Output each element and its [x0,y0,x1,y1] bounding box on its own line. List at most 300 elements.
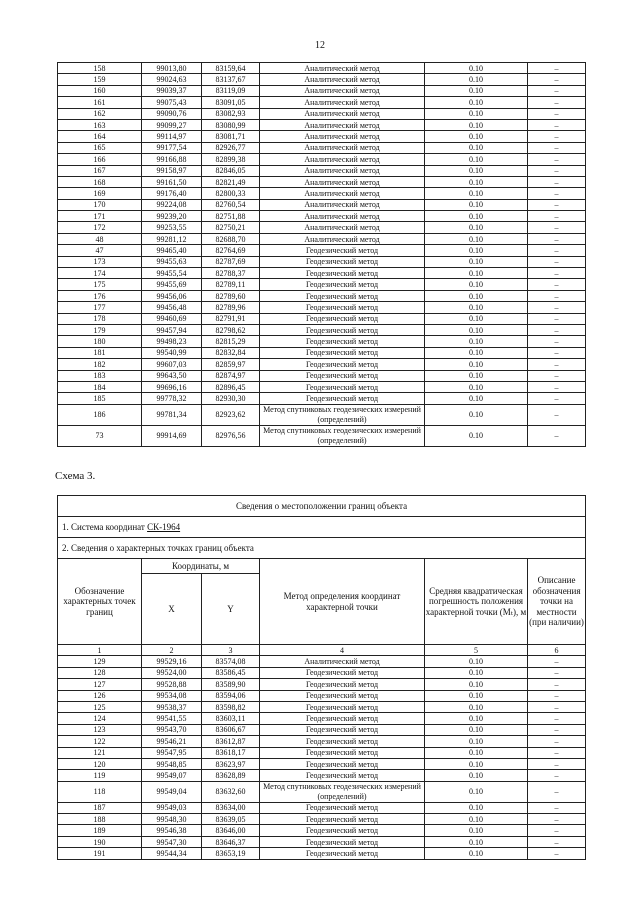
cell-method: Аналитический метод [260,119,425,130]
cell-coord-x: 99099,27 [142,119,202,130]
table-row [58,302,586,313]
cell-description: – [528,336,586,347]
cell-error: 0.10 [425,747,528,758]
cell-coord-x: 99460,69 [142,313,202,324]
cell-method: Геодезический метод [260,701,425,712]
cell-coord-x: 99024,63 [142,74,202,85]
cell-error: 0.10 [425,290,528,301]
cell-point-id: 129 [58,656,142,667]
cell-method: Геодезический метод [260,245,425,256]
cell-point-id: 178 [58,313,142,324]
cell-description: – [528,690,586,701]
cell-description: – [528,425,586,446]
cell-error: 0.10 [425,656,528,667]
cell-coord-x: 99114,97 [142,131,202,142]
cell-method: Геодезический метод [260,747,425,758]
cell-error: 0.10 [425,302,528,313]
table-row [58,781,586,802]
cell-method: Аналитический метод [260,108,425,119]
cell-coord-x: 99456,06 [142,290,202,301]
page-number: 12 [315,40,325,51]
cell-point-id: 185 [58,393,142,404]
cell-point-id: 184 [58,381,142,392]
cell-point-id: 124 [58,713,142,724]
cell-method: Геодезический метод [260,393,425,404]
cell-error: 0.10 [425,63,528,74]
cell-method: Аналитический метод [260,154,425,165]
table-row [58,176,586,187]
cell-coord-y: 83081,71 [202,131,260,142]
cell-description: – [528,758,586,769]
cell-method: Геодезический метод [260,359,425,370]
cell-method: Аналитический метод [260,222,425,233]
cell-coord-y: 83628,89 [202,770,260,781]
cell-coord-x: 99177,54 [142,142,202,153]
cell-point-id: 189 [58,825,142,836]
cell-coord-y: 83082,93 [202,108,260,119]
cell-description: – [528,165,586,176]
cell-coord-y: 83137,67 [202,74,260,85]
cell-point-id: 48 [58,233,142,244]
cell-error: 0.10 [425,381,528,392]
cell-coord-x: 99548,30 [142,814,202,825]
cell-coord-y: 82764,69 [202,245,260,256]
cell-method: Аналитический метод [260,199,425,210]
schema-label: Схема 3. [55,470,96,482]
cell-coord-x: 99455,63 [142,256,202,267]
cell-method: Аналитический метод [260,131,425,142]
cell-point-id: 176 [58,290,142,301]
cell-coord-y: 83646,37 [202,836,260,847]
cell-description: – [528,290,586,301]
table-row [58,165,586,176]
cell-description: – [528,211,586,222]
cell-error: 0.10 [425,199,528,210]
cell-coord-y: 83598,82 [202,701,260,712]
table-row [58,324,586,335]
cell-error: 0.10 [425,154,528,165]
cell-method: Геодезический метод [260,313,425,324]
cell-error: 0.10 [425,370,528,381]
cell-point-id: 177 [58,302,142,313]
column-number: 5 [425,645,528,656]
cell-coord-x: 99914,69 [142,425,202,446]
cell-point-id: 183 [58,370,142,381]
cell-point-id: 120 [58,758,142,769]
cell-description: – [528,256,586,267]
header-coordinates: Координаты, м [142,559,260,574]
cell-coord-y: 82821,49 [202,176,260,187]
cell-description: – [528,701,586,712]
cell-coord-x: 99158,97 [142,165,202,176]
cell-description: – [528,233,586,244]
table-row [58,233,586,244]
cell-error: 0.10 [425,176,528,187]
cell-method: Геодезический метод [260,347,425,358]
coordinate-system-prefix: 1. Система координат [62,521,148,532]
cell-point-id: 160 [58,85,142,96]
cell-error: 0.10 [425,736,528,747]
cell-description: – [528,370,586,381]
cell-method: Аналитический метод [260,211,425,222]
coordinates-table-continued [57,62,586,447]
cell-description: – [528,736,586,747]
cell-method: Геодезический метод [260,713,425,724]
cell-coord-x: 99455,69 [142,279,202,290]
table-row [58,142,586,153]
cell-coord-y: 83653,19 [202,848,260,859]
cell-error: 0.10 [425,690,528,701]
section-title: 2. Сведения о характерных точках границ объекта [58,538,586,559]
cell-description: – [528,222,586,233]
table-row [58,736,586,747]
cell-method: Геодезический метод [260,324,425,335]
cell-point-id: 186 [58,404,142,425]
cell-method: Геодезический метод [260,814,425,825]
cell-method: Аналитический метод [260,63,425,74]
cell-description: – [528,199,586,210]
cell-coord-y: 83574,08 [202,656,260,667]
cell-method: Геодезический метод [260,802,425,813]
cell-coord-y: 83618,17 [202,747,260,758]
cell-description: – [528,347,586,358]
cell-description: – [528,108,586,119]
cell-point-id: 158 [58,63,142,74]
cell-error: 0.10 [425,85,528,96]
cell-coord-x: 99549,04 [142,781,202,802]
cell-coord-x: 99039,37 [142,85,202,96]
cell-coord-x: 99465,40 [142,245,202,256]
cell-point-id: 173 [58,256,142,267]
cell-method: Аналитический метод [260,188,425,199]
header-y: Y [202,574,260,645]
cell-error: 0.10 [425,211,528,222]
cell-description: – [528,245,586,256]
cell-coord-y: 83639,05 [202,814,260,825]
cell-method: Аналитический метод [260,656,425,667]
cell-coord-x: 99549,03 [142,802,202,813]
cell-point-id: 165 [58,142,142,153]
cell-coord-y: 82789,60 [202,290,260,301]
table-row [58,747,586,758]
cell-method: Геодезический метод [260,770,425,781]
cell-point-id: 169 [58,188,142,199]
cell-description: – [528,131,586,142]
cell-error: 0.10 [425,667,528,678]
cell-coord-y: 83632,60 [202,781,260,802]
cell-coord-x: 99455,54 [142,268,202,279]
cell-point-id: 179 [58,324,142,335]
cell-description: – [528,667,586,678]
cell-coord-y: 82926,77 [202,142,260,153]
cell-coord-y: 82800,33 [202,188,260,199]
cell-method: Геодезический метод [260,290,425,301]
cell-point-id: 175 [58,279,142,290]
cell-point-id: 125 [58,701,142,712]
cell-coord-x: 99498,23 [142,336,202,347]
column-number: 1 [58,645,142,656]
cell-description: – [528,781,586,802]
cell-coord-y: 83091,05 [202,97,260,108]
cell-error: 0.10 [425,108,528,119]
table-row [58,690,586,701]
cell-point-id: 47 [58,245,142,256]
column-numbers-row [58,645,586,656]
cell-method: Аналитический метод [260,142,425,153]
table-row [58,814,586,825]
cell-coord-x: 99529,16 [142,656,202,667]
cell-coord-x: 99224,08 [142,199,202,210]
cell-coord-y: 82787,69 [202,256,260,267]
cell-coord-y: 83080,99 [202,119,260,130]
cell-description: – [528,97,586,108]
cell-error: 0.10 [425,336,528,347]
cell-point-id: 171 [58,211,142,222]
cell-coord-y: 82976,56 [202,425,260,446]
cell-error: 0.10 [425,279,528,290]
cell-point-id: 73 [58,425,142,446]
coordinate-system-name: СК-1964 [147,521,181,532]
cell-point-id: 119 [58,770,142,781]
cell-coord-y: 83603,11 [202,713,260,724]
cell-description: – [528,802,586,813]
table-row [58,679,586,690]
cell-method: Геодезический метод [260,279,425,290]
cell-method: Аналитический метод [260,233,425,244]
cell-point-id: 167 [58,165,142,176]
cell-coord-y: 83606,67 [202,724,260,735]
cell-coord-y: 82874,97 [202,370,260,381]
header-point: Обозначение характерных точек границ [58,559,142,645]
cell-coord-x: 99547,95 [142,747,202,758]
cell-error: 0.10 [425,359,528,370]
cell-error: 0.10 [425,825,528,836]
cell-coord-y: 83159,64 [202,63,260,74]
cell-error: 0.10 [425,142,528,153]
cell-coord-x: 99090,76 [142,108,202,119]
cell-coord-y: 82896,45 [202,381,260,392]
cell-coord-x: 99161,50 [142,176,202,187]
table-row [58,359,586,370]
cell-error: 0.10 [425,119,528,130]
cell-point-id: 190 [58,836,142,847]
cell-coord-x: 99548,85 [142,758,202,769]
cell-method: Аналитический метод [260,97,425,108]
column-number: 4 [260,645,425,656]
table-title: Сведения о местоположении границ объекта [58,496,586,517]
cell-point-id: 181 [58,347,142,358]
table-row [58,74,586,85]
cell-point-id: 163 [58,119,142,130]
cell-description: – [528,324,586,335]
cell-method: Метод спутниковых геодезических измерений (определений) [260,425,425,446]
table-row [58,802,586,813]
cell-method: Аналитический метод [260,165,425,176]
cell-method: Аналитический метод [260,74,425,85]
cell-error: 0.10 [425,131,528,142]
table-row [58,381,586,392]
table-row [58,256,586,267]
cell-point-id: 126 [58,690,142,701]
cell-error: 0.10 [425,222,528,233]
cell-coord-y: 82788,37 [202,268,260,279]
cell-error: 0.10 [425,814,528,825]
cell-coord-x: 99547,30 [142,836,202,847]
cell-coord-x: 99546,21 [142,736,202,747]
cell-point-id: 188 [58,814,142,825]
column-number: 3 [202,645,260,656]
cell-point-id: 182 [58,359,142,370]
table-row [58,290,586,301]
cell-error: 0.10 [425,713,528,724]
cell-coord-y: 82750,21 [202,222,260,233]
cell-description: – [528,724,586,735]
cell-point-id: 159 [58,74,142,85]
table-row [58,85,586,96]
cell-point-id: 127 [58,679,142,690]
cell-description: – [528,85,586,96]
cell-coord-x: 99534,08 [142,690,202,701]
cell-method: Геодезический метод [260,667,425,678]
cell-error: 0.10 [425,188,528,199]
cell-method: Геодезический метод [260,724,425,735]
table-row [58,268,586,279]
cell-description: – [528,188,586,199]
cell-coord-y: 82832,84 [202,347,260,358]
cell-description: – [528,679,586,690]
cell-coord-x: 99281,12 [142,233,202,244]
cell-coord-x: 99456,48 [142,302,202,313]
cell-error: 0.10 [425,781,528,802]
cell-coord-y: 83589,90 [202,679,260,690]
cell-method: Геодезический метод [260,381,425,392]
cell-coord-x: 99528,88 [142,679,202,690]
cell-coord-y: 83623,97 [202,758,260,769]
cell-coord-x: 99696,16 [142,381,202,392]
cell-coord-x: 99538,37 [142,701,202,712]
coordinate-system [58,517,586,538]
cell-description: – [528,359,586,370]
cell-description: – [528,747,586,758]
cell-error: 0.10 [425,256,528,267]
table-row [58,404,586,425]
cell-point-id: 180 [58,336,142,347]
header-error: Средняя квадратическая погрешность положения характерной точки (Мₜ), м [425,559,528,645]
cell-coord-x: 99457,94 [142,324,202,335]
cell-coord-x: 99524,00 [142,667,202,678]
header-x: X [142,574,202,645]
cell-coord-x: 99075,43 [142,97,202,108]
cell-coord-y: 82859,97 [202,359,260,370]
table-row [58,131,586,142]
cell-coord-y: 83612,87 [202,736,260,747]
cell-coord-x: 99781,34 [142,404,202,425]
table-row [58,425,586,446]
cell-point-id: 128 [58,667,142,678]
table-row [58,836,586,847]
cell-description: – [528,381,586,392]
cell-description: – [528,119,586,130]
cell-method: Геодезический метод [260,836,425,847]
cell-method: Аналитический метод [260,176,425,187]
cell-coord-y: 83594,06 [202,690,260,701]
table-row [58,119,586,130]
cell-coord-y: 83119,09 [202,85,260,96]
cell-error: 0.10 [425,393,528,404]
cell-method: Аналитический метод [260,85,425,96]
cell-coord-x: 99643,50 [142,370,202,381]
cell-description: – [528,268,586,279]
cell-coord-x: 99544,34 [142,848,202,859]
cell-point-id: 118 [58,781,142,802]
cell-coord-y: 82923,62 [202,404,260,425]
cell-point-id: 174 [58,268,142,279]
cell-coord-y: 82789,96 [202,302,260,313]
cell-error: 0.10 [425,679,528,690]
cell-coord-y: 82791,91 [202,313,260,324]
cell-error: 0.10 [425,848,528,859]
header-description: Описание обозначения точки на местности (при наличии) [528,559,586,645]
cell-coord-y: 82798,62 [202,324,260,335]
cell-error: 0.10 [425,245,528,256]
cell-coord-y: 82789,11 [202,279,260,290]
table-row [58,108,586,119]
cell-description: – [528,814,586,825]
table-row [58,279,586,290]
cell-method: Геодезический метод [260,370,425,381]
cell-method: Геодезический метод [260,268,425,279]
table-row [58,656,586,667]
cell-error: 0.10 [425,770,528,781]
cell-coord-x: 99239,20 [142,211,202,222]
cell-error: 0.10 [425,701,528,712]
table-row [58,97,586,108]
table-row [58,724,586,735]
cell-description: – [528,393,586,404]
table-row [58,667,586,678]
header-method: Метод определения координат характерной точки [260,559,425,645]
cell-method: Геодезический метод [260,758,425,769]
cell-error: 0.10 [425,74,528,85]
cell-description: – [528,404,586,425]
cell-description: – [528,836,586,847]
cell-description: – [528,713,586,724]
cell-coord-x: 99541,55 [142,713,202,724]
cell-coord-y: 82930,30 [202,393,260,404]
cell-error: 0.10 [425,97,528,108]
cell-description: – [528,74,586,85]
cell-description: – [528,770,586,781]
cell-coord-y: 82751,88 [202,211,260,222]
table-row [58,313,586,324]
cell-coord-x: 99778,32 [142,393,202,404]
cell-coord-x: 99540,99 [142,347,202,358]
cell-coord-y: 83586,45 [202,667,260,678]
cell-coord-x: 99176,40 [142,188,202,199]
column-number: 6 [528,645,586,656]
cell-error: 0.10 [425,313,528,324]
cell-point-id: 161 [58,97,142,108]
cell-description: – [528,279,586,290]
cell-description: – [528,825,586,836]
cell-point-id: 172 [58,222,142,233]
table-row [58,770,586,781]
cell-description: – [528,313,586,324]
cell-error: 0.10 [425,758,528,769]
cell-error: 0.10 [425,165,528,176]
cell-error: 0.10 [425,425,528,446]
cell-error: 0.10 [425,268,528,279]
